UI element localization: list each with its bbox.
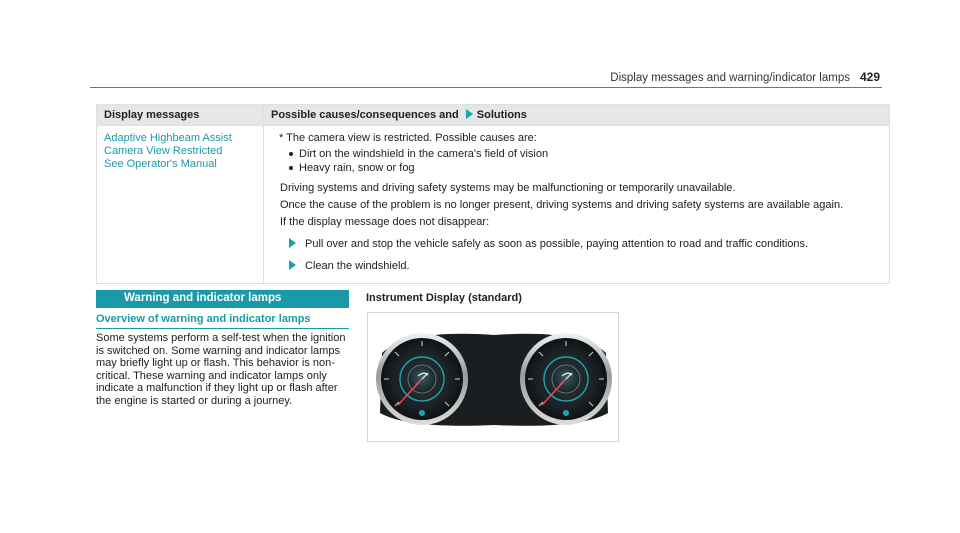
sub-heading: Overview of warning and indicator lamps — [96, 313, 349, 329]
table-header-row — [97, 105, 890, 126]
solution-step — [289, 260, 882, 273]
header-causes-solutions — [264, 105, 890, 126]
play-arrow-icon — [289, 260, 296, 270]
body-paragraph: Some systems perform a self-test when the ignition is switched on. Some warning and indicator lamps may briefly light up or flash. This behavior is non-critical. These warning and indicator lamps only indicate a malfunction if they light up or flash after the engine is started or during a journey. — [96, 332, 346, 407]
solutions-cell — [264, 126, 890, 284]
cause-list — [271, 148, 882, 175]
step-text: Pull over and stop the vehicle safely as soon as possible, paying attention to road and traffic conditions. — [305, 238, 809, 251]
display-message-cell — [97, 126, 264, 284]
message-line: Camera View Restricted — [104, 145, 223, 158]
page-header — [0, 70, 960, 84]
instrument-display-figure — [367, 312, 619, 442]
paragraph: If the display message does not disappear: — [280, 215, 490, 228]
display-message-table — [96, 104, 890, 284]
paragraph: Driving systems and driving safety systems may be malfunctioning or temporarily unavailable. — [280, 181, 736, 194]
table-row — [97, 126, 890, 284]
list-item: Dirt on the windshield in the camera's field of vision — [289, 148, 882, 161]
list-item: Heavy rain, snow or fog — [289, 162, 882, 175]
running-head: Display messages and warning/indicator lamps — [610, 72, 850, 84]
play-arrow-icon — [289, 238, 296, 248]
header-rule — [90, 87, 882, 88]
play-arrow-icon — [466, 109, 473, 119]
message-line: Adaptive Highbeam Assist — [104, 132, 232, 144]
step-text: Clean the windshield. — [305, 260, 410, 273]
paragraph: Once the cause of the problem is no longer present, driving systems and driving safety systems are available again. — [280, 198, 844, 211]
section-heading: Warning and indicator lamps — [96, 290, 349, 308]
page-number: 429 — [859, 70, 880, 84]
instrument-cluster-image — [368, 313, 620, 443]
header-display-messages: Display messages — [97, 105, 264, 126]
message-line: See Operator's Manual — [104, 158, 217, 171]
footnote-restricted: * The camera view is restricted. Possible causes are: — [279, 132, 537, 144]
figure-title: Instrument Display (standard) — [366, 292, 522, 304]
header-solutions-label: Solutions — [476, 109, 527, 121]
left-gauge — [376, 333, 468, 425]
right-gauge — [520, 333, 612, 425]
solution-step — [289, 238, 882, 251]
header-causes-label: Possible causes/consequences and — [271, 109, 459, 121]
